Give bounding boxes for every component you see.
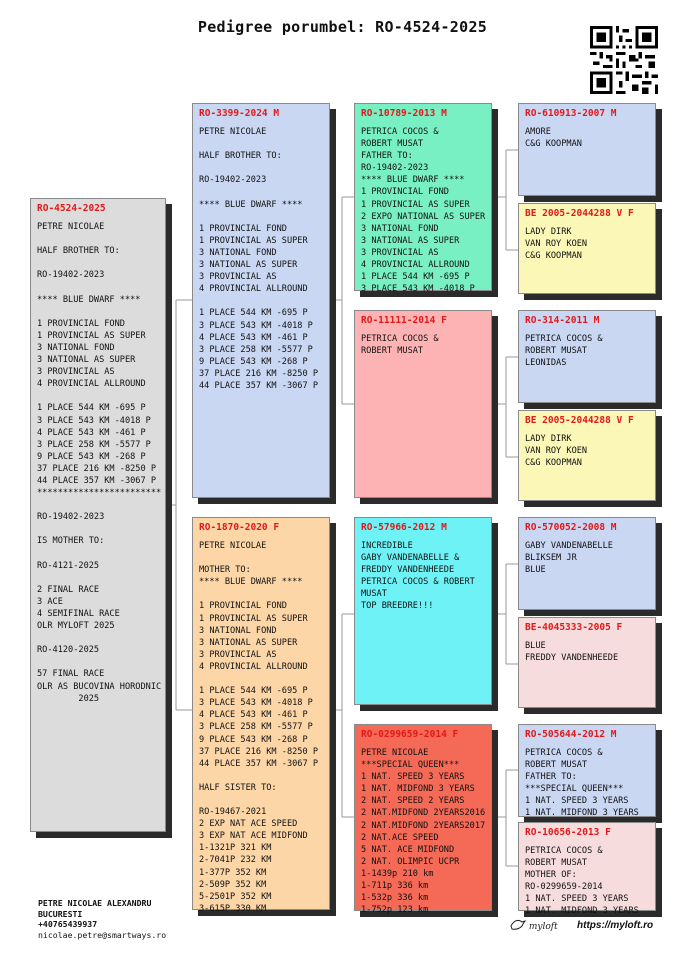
ds-dam-details: BLUE FREDDY VANDENHEEDE: [525, 641, 619, 664]
subject-ring-number: RO-4524-2025: [37, 203, 106, 214]
sire-card[interactable]: [192, 103, 330, 498]
page-title: Pedigree porumbel: RO-4524-2025: [197, 18, 488, 36]
dam-dam-ring-number: RO-0299659-2014 F: [361, 729, 459, 740]
dd-dam-ring-number: RO-10656-2013 F: [525, 827, 611, 838]
dam-sire-ring-number: RO-57966-2012 M: [361, 522, 447, 533]
owner-contact: [38, 898, 166, 940]
ds-dam-card[interactable]: [518, 617, 656, 708]
sire-dam-details: PETRICA COCOS & ROBERT MUSAT: [361, 334, 439, 357]
subject-details: PETRE NICOLAE HALF BROTHER TO: RO-19402-2023 **** BLUE DWARF **** 1 PROVINCIAL FOND 1 PROVINCIAL AS SUPER 3 NATIONAL FOND 3 NATIONAL AS SUPER 3 PROVINCIAL AS 4 PROVINCIAL ALLROUND 1 PLACE 544 KM -695 P 3 PLACE 543 KM -4018 P 4 PLACE 543 KM -461 P 3 PLACE 258 KM -5577 P 9 PLACE 543 KM -268 P 37 PLACE 216 KM -8250 P 44 PLACE 357 KM -3067 P ************************ RO-19402-2023 IS MOTHER TO: RO-4121-2025 2 FINAL RACE 3 ACE 4 SEMIFINAL RACE OLR MYLOFT 2025 RO-4120-2025 57 FINAL RACE OLR AS BUCOVINA HORODNIC 2025: [37, 222, 162, 704]
ss-sire-details: AMORE C&G KOOPMAN: [525, 127, 582, 150]
sire-dam-card[interactable]: [354, 310, 492, 498]
ds-sire-details: GABY VANDENABELLE BLIKSEM JR BLUE: [525, 541, 613, 576]
owner-phone: +40765439937: [38, 919, 98, 929]
ss-dam-card[interactable]: [518, 203, 656, 294]
subject-card[interactable]: [30, 198, 166, 832]
logo-text: myloft: [528, 922, 558, 932]
sd-dam-card[interactable]: [518, 410, 656, 501]
dd-sire-card[interactable]: [518, 724, 656, 817]
sd-dam-ring-number: BE 2005-2044288 V F: [525, 415, 634, 426]
owner-email[interactable]: nicolae.petre@smartways.ro: [38, 929, 167, 940]
ss-dam-details: LADY DIRK VAN ROY KOEN C&G KOOPMAN: [525, 227, 588, 262]
ds-sire-ring-number: RO-570052-2008 M: [525, 522, 617, 533]
sd-sire-card[interactable]: [518, 310, 656, 403]
sd-dam-details: LADY DIRK VAN ROY KOEN C&G KOOPMAN: [525, 434, 588, 469]
dam-ring-number: RO-1870-2020 F: [199, 522, 280, 533]
sd-sire-details: PETRICA COCOS & ROBERT MUSAT LEONIDAS: [525, 334, 603, 369]
owner-city: BUCURESTI: [38, 908, 83, 919]
dam-card[interactable]: [192, 517, 330, 914]
pigeon-icon: [510, 918, 526, 932]
dam-details: PETRE NICOLAE MOTHER TO: **** BLUE DWARF **** 1 PROVINCIAL FOND 1 PROVINCIAL AS SUPER 3 NATIONAL FOND 3 NATIONAL AS SUPER 3 PROVINCIAL AS 4 PROVINCIAL ALLROUND 1 PLACE 544 KM -695 P 3 PLACE 543 KM -4018 P 4 PLACE 543 KM -461 P 3 PLACE 258 KM -5577 P 9 PLACE 543 KM -268 P 37 PLACE 216 KM -8250 P 44 PLACE 357 KM -3067 P HALF SISTER TO: RO-19467-2021 2 EXP NAT ACE SPEED 3 EXP NAT ACE MIDFOND 1-1321P 321 KM 2-7041P 232 KM 1-377P 352 KM 2-509P 352 KM 5-2501P 352 KM 3-615P 330 KM: [199, 541, 318, 914]
ss-sire-ring-number: RO-610913-2007 M: [525, 108, 617, 119]
dam-dam-card[interactable]: [354, 724, 492, 916]
dam-dam-details: PETRE NICOLAE ***SPECIAL QUEEN*** 1 NAT. SPEED 3 YEARS 1 NAT. MIDFOND 3 YEARS 2 NAT. SPEED 2 YEARS 2 NAT.MIDFOND 2YEARS2016 2 NAT.MIDFOND 2YEARS2017 2 NAT.ACE SPEED 5 NAT. ACE MIDFOND 2 NAT. OLIMPIC UCPR 1-1439p 210 km 1-711p 336 km 1-532p 336 km 1-752p 123 km: [361, 748, 486, 916]
myloft-logo: [510, 918, 558, 932]
sire-sire-details: PETRICA COCOS & ROBERT MUSAT FATHER TO: RO-19402-2023 **** BLUE DWARF **** 1 PROVINCIAL FOND 1 PROVINCIAL AS SUPER 2 EXPO NATIONAL AS SUPER 3 NATIONAL FOND 3 NATIONAL AS SUPER 3 PROVINCIAL AS 4 PROVINCIAL ALLROUND 1 PLACE 544 KM -695 P 3 PLACE 543 KM -4018 P: [361, 127, 486, 295]
dam-sire-card[interactable]: [354, 517, 492, 705]
sire-dam-ring-number: RO-11111-2014 F: [361, 315, 447, 326]
dd-sire-details: PETRICA COCOS & ROBERT MUSAT FATHER TO: ***SPECIAL QUEEN*** 1 NAT. SPEED 3 YEARS 1 NAT. MIDFOND 3 YEARS: [525, 748, 639, 819]
sire-sire-card[interactable]: [354, 103, 492, 295]
dd-dam-details: PETRICA COCOS & ROBERT MUSAT MOTHER OF: RO-0299659-2014 1 NAT. SPEED 3 YEARS 1 NAT. MIDFOND 3 YEARS: [525, 846, 639, 917]
ds-sire-card[interactable]: [518, 517, 656, 610]
dd-dam-card[interactable]: [518, 822, 656, 917]
sire-ring-number: RO-3399-2024 M: [199, 108, 280, 119]
dam-sire-details: INCREDIBLE GABY VANDENABELLE & FREDDY VANDENHEEDE PETRICA COCOS & ROBERT MUSAT TOP BREEDRE!!!: [361, 541, 475, 612]
sire-sire-ring-number: RO-10789-2013 M: [361, 108, 447, 119]
sd-sire-ring-number: RO-314-2011 M: [525, 315, 600, 326]
ss-dam-ring-number: BE 2005-2044288 V F: [525, 208, 634, 219]
dd-sire-ring-number: RO-505644-2012 M: [525, 729, 617, 740]
owner-name: PETRE NICOLAE ALEXANDRU: [38, 898, 152, 908]
sire-details: PETRE NICOLAE HALF BROTHER TO: RO-19402-2023 **** BLUE DWARF **** 1 PROVINCIAL FOND 1 PROVINCIAL AS SUPER 3 NATIONAL FOND 3 NATIONAL AS SUPER 3 PROVINCIAL AS 4 PROVINCIAL ALLROUND 1 PLACE 544 KM -695 P 3 PLACE 543 KM -4018 P 4 PLACE 543 KM -461 P 3 PLACE 258 KM -5577 P 9 PLACE 543 KM -268 P 37 PLACE 216 KM -8250 P 44 PLACE 357 KM -3067 P: [199, 127, 318, 391]
ds-dam-ring-number: BE-4045333-2005 F: [525, 622, 623, 633]
website-link[interactable]: https://myloft.ro: [577, 920, 654, 931]
ss-sire-card[interactable]: [518, 103, 656, 196]
